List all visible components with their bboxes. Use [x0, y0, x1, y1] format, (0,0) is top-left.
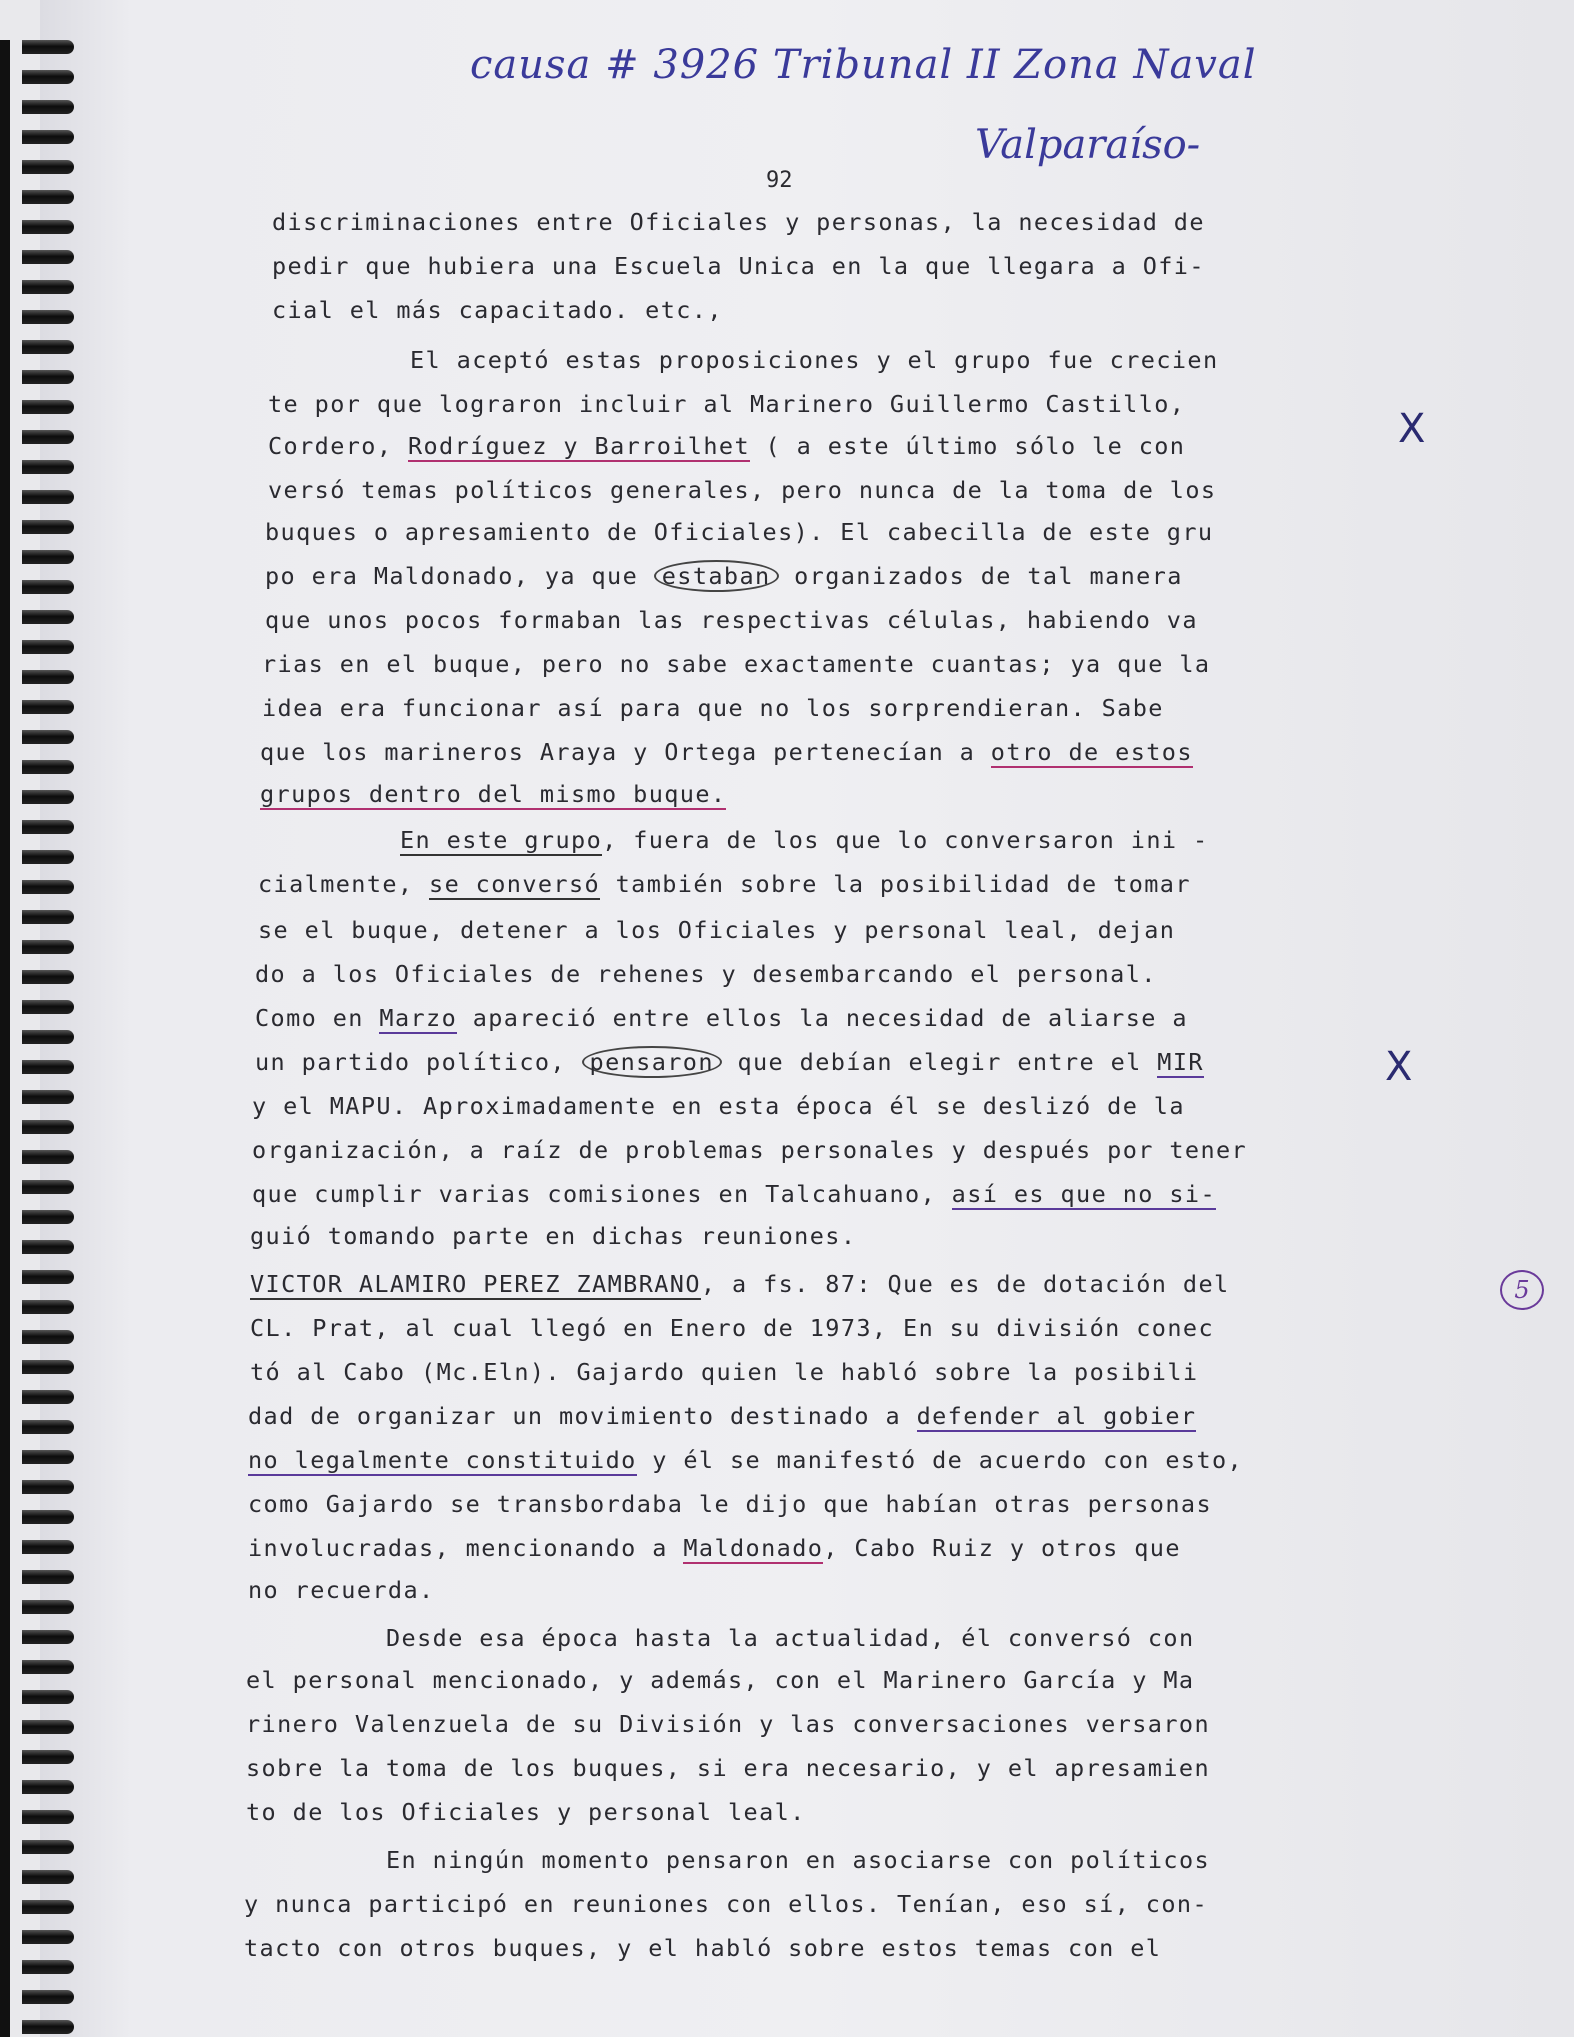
text-line: sobre la toma de los buques, si era necesario, y el apresamien — [246, 1754, 1210, 1782]
text-line: rias en el buque, pero no sabe exactamente cuantas; ya que la — [262, 650, 1211, 678]
text-line: El aceptó estas proposiciones y el grupo fue crecien — [410, 346, 1219, 374]
text-line: que cumplir varias comisiones en Talcahuano, así es que no si- — [252, 1180, 1216, 1208]
text-line: buques o apresamiento de Oficiales). El cabecilla de este gru — [265, 518, 1214, 546]
circled-word: pensaron — [582, 1046, 722, 1078]
text-line: VICTOR ALAMIRO PEREZ ZAMBRANO, a fs. 87: Que es de dotación del — [250, 1270, 1230, 1298]
underlined-names: Rodríguez y Barroilhet — [407, 432, 750, 460]
text-line: organización, a raíz de problemas personales y después por tener — [252, 1136, 1248, 1164]
text-line: y el MAPU. Aproximadamente en esta época él se deslizó de la — [252, 1092, 1185, 1120]
circled-word: estaban — [654, 560, 779, 592]
text-line: y nunca participó en reuniones con ellos. Tenían, eso sí, con- — [244, 1890, 1208, 1918]
text-line: pedir que hubiera una Escuela Unica en la que llegara a Ofi- — [272, 252, 1205, 280]
underlined-phrase: se conversó — [429, 870, 601, 898]
text-line: tó al Cabo (Mc.Eln). Gajardo quien le habló sobre la posibili — [250, 1358, 1199, 1386]
text-line: que los marineros Araya y Ortega pertenecían a otro de estos — [260, 738, 1193, 766]
underlined-name: VICTOR ALAMIRO PEREZ ZAMBRANO — [250, 1270, 701, 1298]
text-line: cial el más capacitado. etc., — [272, 296, 723, 324]
underlined-phrase: En este grupo — [400, 826, 603, 854]
text-line: te por que lograron incluir al Marinero Guillermo Castillo, — [268, 390, 1186, 418]
text-line: que unos pocos formaban las respectivas células, habiendo va — [265, 606, 1198, 634]
text-line: no recuerda. — [248, 1576, 435, 1604]
text-line: guió tomando parte en dichas reuniones. — [250, 1222, 857, 1250]
text-line — [260, 780, 726, 808]
text-line: cialmente, se conversó también sobre la posibilidad de tomar — [258, 870, 1191, 898]
text-line: En ningún momento pensaron en asociarse con políticos — [386, 1846, 1211, 1874]
text-line: Como en Marzo apareció entre ellos la necesidad de aliarse a — [255, 1004, 1188, 1032]
text-line: Cordero, Rodríguez y Barroilhet ( a este último sólo le con — [268, 432, 1186, 460]
underlined-name: Maldonado — [683, 1534, 824, 1562]
margin-circled-number: 5 — [1500, 1270, 1544, 1310]
margin-x-mark: X — [1385, 1044, 1413, 1090]
handwritten-location: Valparaíso- — [975, 122, 1201, 168]
text-line: discriminaciones entre Oficiales y personas, la necesidad de — [272, 208, 1205, 236]
margin-x-mark: X — [1398, 406, 1426, 452]
underlined-word: MIR — [1157, 1048, 1204, 1076]
text-line: no legalmente constituido y él se manifestó de acuerdo con esto, — [248, 1446, 1244, 1474]
text-line: En este grupo, fuera de los que lo conversaron ini - — [400, 826, 1209, 854]
text-line: Desde esa época hasta la actualidad, él conversó con — [386, 1624, 1195, 1652]
text-line: el personal mencionado, y además, con el Marinero García y Ma — [246, 1666, 1195, 1694]
underlined-phrase: no legalmente constituido — [248, 1446, 637, 1474]
underlined-word: Marzo — [379, 1004, 458, 1032]
text-line: como Gajardo se transbordaba le dijo que habían otras personas — [248, 1490, 1212, 1518]
text-line: se el buque, detener a los Oficiales y personal leal, dejan — [258, 916, 1176, 944]
text-line: idea era funcionar así para que no los sorprendieran. Sabe — [262, 694, 1164, 722]
underlined-phrase: otro de estos — [990, 738, 1193, 766]
text-line: po era Maldonado, ya que estaban organizados de tal manera — [265, 562, 1183, 590]
text-line: do a los Oficiales de rehenes y desembarcando el personal. — [255, 960, 1157, 988]
underlined-phrase: defender al gobier — [916, 1402, 1197, 1430]
text-line: versó temas políticos generales, pero nunca de la toma de los — [268, 476, 1217, 504]
text-line: CL. Prat, al cual llegó en Enero de 1973, En su división conec — [250, 1314, 1214, 1342]
text-line: tacto con otros buques, y el habló sobre estos temas con el — [244, 1934, 1162, 1962]
text-line: dad de organizar un movimiento destinado a defender al gobier — [248, 1402, 1197, 1430]
underlined-phrase: grupos dentro del mismo buque. — [260, 780, 727, 808]
handwritten-case-reference: causa # 3926 Tribunal II Zona Naval — [470, 42, 1257, 88]
page-number: 92 — [766, 168, 793, 193]
underlined-phrase: así es que no si- — [951, 1180, 1216, 1208]
text-line: involucradas, mencionando a Maldonado, Cabo Ruiz y otros que — [248, 1534, 1181, 1562]
text-line: rinero Valenzuela de su División y las conversaciones versaron — [246, 1710, 1210, 1738]
text-line: to de los Oficiales y personal leal. — [246, 1798, 806, 1826]
text-line: un partido político, pensaron que debían elegir entre el MIR — [255, 1048, 1204, 1076]
